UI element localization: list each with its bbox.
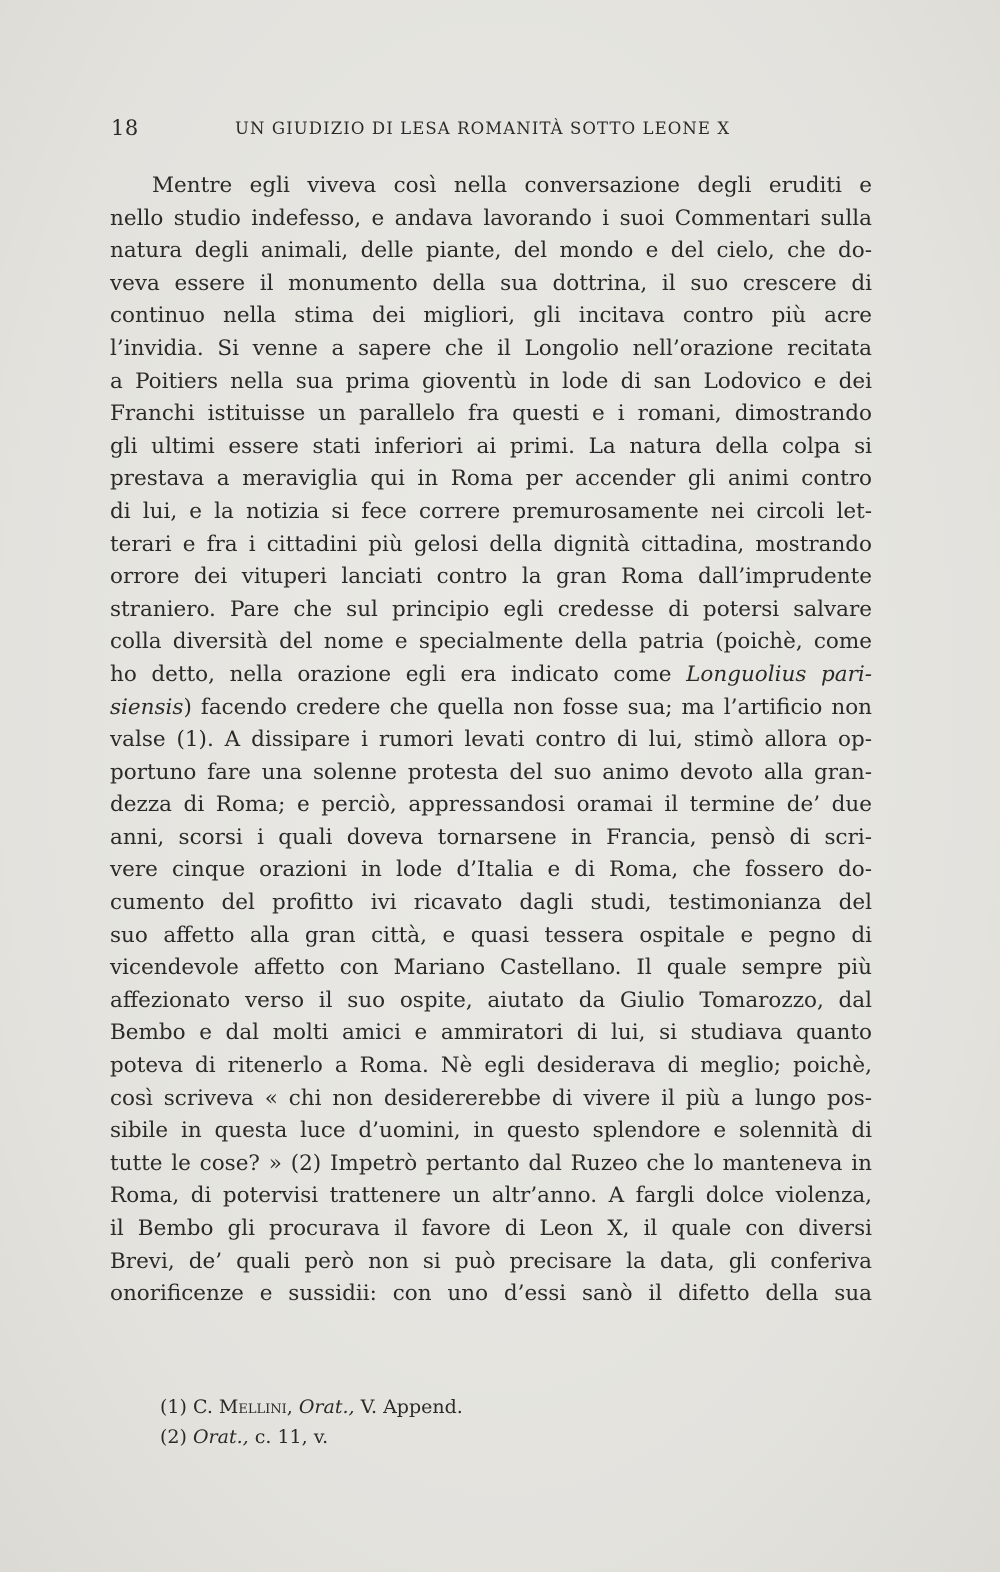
footnote-mark: (1) C. <box>160 1396 213 1418</box>
text-line-with-italic <box>110 659 872 692</box>
text-line: poteva di ritenerlo a Roma. Nè egli desiderava di meglio; poichè, <box>110 1053 872 1079</box>
text-line: dezza di Roma; e perciò, appressandosi oramai il termine de’ due <box>110 792 872 818</box>
text-line: valse (1). A dissipare i rumori levati contro di lui, stimò allora op- <box>110 727 872 753</box>
italic-segment: Longuolius pari- <box>686 661 872 687</box>
text-line: colla diversità del nome e specialmente della patria (poichè, come <box>110 629 872 655</box>
running-title: UN GIUDIZIO DI LESA ROMANITÀ SOTTO LEONE X <box>235 119 731 138</box>
text-line: sibile in questa luce d’uomini, in questo splendore e solennità di <box>110 1118 872 1144</box>
text-line: natura degli animali, delle piante, del mondo e del cielo, che do- <box>110 238 872 264</box>
text-line: nello studio indefesso, e andava lavorando i suoi Commentari sulla <box>110 205 872 231</box>
text-segment: ho detto, nella orazione egli era indicato come <box>110 661 687 687</box>
text-line: di lui, e la notizia si fece correre premurosamente nei circoli let- <box>110 498 872 524</box>
text-line: affezionato verso il suo ospite, aiutato da Giulio Tomarozzo, dal <box>110 987 872 1013</box>
text-line: l’invidia. Si venne a sapere che il Longolio nell’orazione recitata <box>110 335 872 361</box>
text-line: prestava a meraviglia qui in Roma per accender gli animi contro <box>110 466 872 492</box>
page-number: 18 <box>111 116 139 140</box>
text-line: straniero. Pare che sul principio egli credesse di potersi salvare <box>110 596 872 622</box>
text-line: continuo nella stima dei migliori, gli incitava contro più acre <box>110 303 872 329</box>
text-line: Roma, di potervisi trattenere un altr’anno. A fargli dolce violenza, <box>110 1183 872 1209</box>
text-line: suo affetto alla gran città, e quasi tessera ospitale e pegno di <box>110 922 872 948</box>
footnote-2 <box>160 1422 760 1452</box>
text-segment: ) facendo credere che quella non fosse sua; ma l’artificio non <box>183 694 872 720</box>
text-line: Bembo e dal molti amici e ammiratori di lui, si studiava quanto <box>110 1020 872 1046</box>
text-line: a Poitiers nella sua prima gioventù in lode di san Lodovico e dei <box>110 368 872 394</box>
text-line: così scriveva « chi non desidererebbe di vivere il più a lungo pos- <box>110 1085 872 1111</box>
footnote-1 <box>160 1392 760 1422</box>
footnote-reference: c. 11, v. <box>254 1426 329 1448</box>
footnote-author: Mellini, <box>218 1396 293 1418</box>
text-line: tutte le cose? » (2) Impetrò pertanto dal Ruzeo che lo manteneva in <box>110 1150 872 1176</box>
text-line-with-italic <box>110 692 872 725</box>
text-line: gli ultimi essere stati inferiori ai primi. La natura della colpa si <box>110 433 872 459</box>
text-line: Brevi, de’ quali però non si può precisare la data, gli conferiva <box>110 1248 872 1274</box>
text-line: onorificenze e sussidii: con uno d’essi sanò il difetto della sua <box>110 1281 872 1307</box>
footnote-work: Orat., <box>192 1426 249 1448</box>
text-line: terari e fra i cittadini più gelosi della dignità cittadina, mostrando <box>110 531 872 557</box>
text-line: anni, scorsi i quali doveva tornarsene in Francia, pensò di scri- <box>110 824 872 850</box>
text-line: vicendevole affetto con Mariano Castellano. Il quale sempre più <box>110 955 872 981</box>
text-line: Franchi istituisse un parallelo fra questi e i romani, dimostrando <box>110 401 872 427</box>
footnotes <box>160 1392 760 1452</box>
footnote-reference: V. Append. <box>360 1396 463 1418</box>
text-line: Mentre egli viveva così nella conversazione degli eruditi e <box>152 173 872 198</box>
running-head <box>111 116 871 146</box>
text-line: vere cinque orazioni in lode d’Italia e di Roma, che fossero do- <box>110 857 872 883</box>
text-line: il Bembo gli procurava il favore di Leon X, il quale con diversi <box>110 1216 872 1241</box>
text-line: orrore dei vituperi lanciati contro la gran Roma dall’imprudente <box>110 564 872 590</box>
footnote-mark: (2) <box>160 1426 187 1448</box>
text-line: cumento del profitto ivi ricavato dagli studi, testimonianza del <box>110 890 872 916</box>
italic-segment: siensis <box>110 694 184 720</box>
text-line: portuno fare una solenne protesta del suo animo devoto alla gran- <box>110 759 872 785</box>
body-paragraph <box>110 170 872 1311</box>
text-line: veva essere il monumento della sua dottrina, il suo crescere di <box>110 270 872 296</box>
footnote-work: Orat., <box>298 1396 355 1418</box>
